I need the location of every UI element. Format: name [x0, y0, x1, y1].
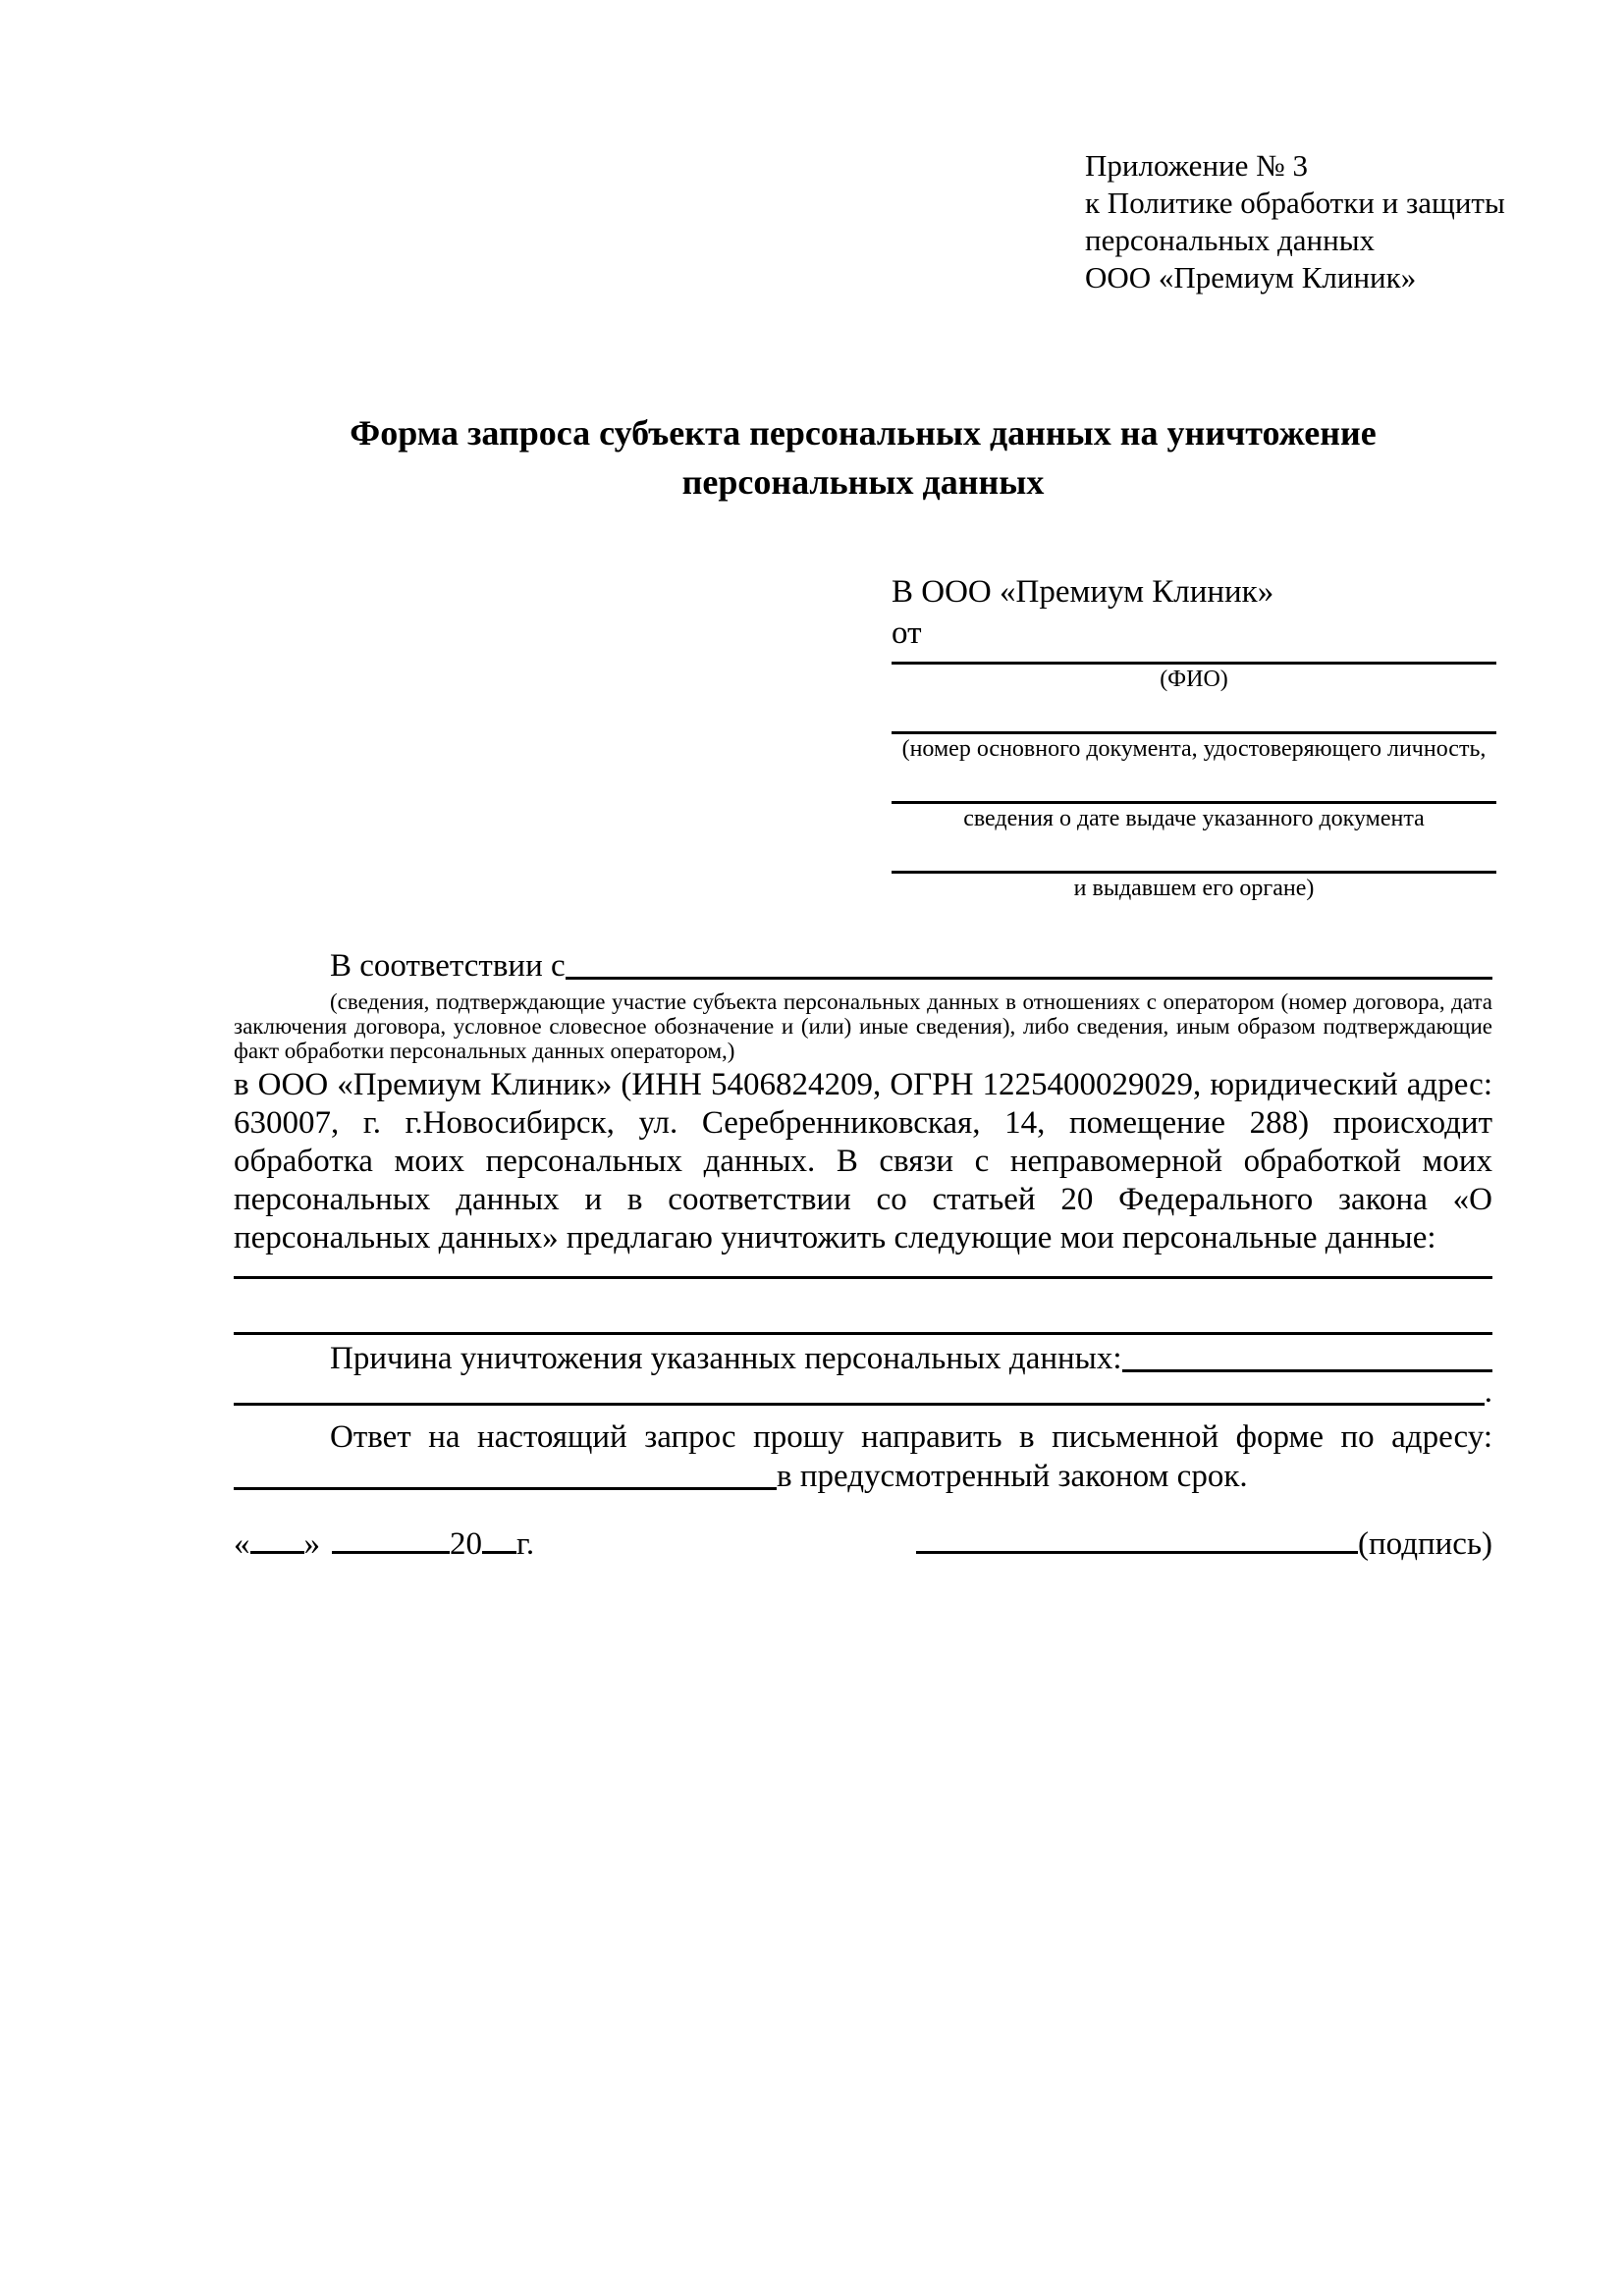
document-number-caption: (номер основного документа, удостоверяющего личность,	[901, 736, 1487, 762]
fio-caption: (ФИО)	[1160, 667, 1228, 692]
document-title-line: персональных данных	[681, 462, 1045, 502]
footer-row	[234, 1522, 1492, 1565]
day-blank-line	[250, 1522, 304, 1554]
year-blank-line	[482, 1522, 516, 1554]
trailing-period: .	[1484, 1374, 1492, 1410]
open-quote: «	[234, 1526, 250, 1562]
addressee-organization: В ООО «Премиум Клиник»	[892, 574, 1274, 610]
addressee-from-label: от	[892, 615, 922, 651]
signature-group	[916, 1522, 1492, 1565]
issue-date-caption: сведения о дате выдаче указанного документа	[963, 806, 1425, 831]
appendix-line: Приложение № 3	[1085, 148, 1308, 183]
accordance-blank-line	[566, 977, 1492, 980]
response-tail-text: в предусмотренный законом срок.	[777, 1459, 1248, 1494]
body-paragraph: в ООО «Премиум Клиник» (ИНН 5406824209, ОГРН 1225400029029, юридический адрес: 630007, г. г.Новосибирск, ул. Серебренниковская, 14, помещение 288) происходит обработка моих персональных данных. В связи с неправомерной обработкой моих персональных данных и в соответствии со статьей 20 Федерального закона «О персональных данных» предлагаю уничтожить следующие мои персональные данные:	[234, 1067, 1492, 1255]
reason-continuation-row	[234, 1372, 1492, 1412]
issue-date-blank-line	[892, 764, 1496, 804]
month-blank-line	[332, 1522, 450, 1554]
reason-label: Причина уничтожения указанных персональных данных:	[330, 1341, 1122, 1376]
response-lead-text: Ответ на настоящий запрос прошу направить в письменной форме по адресу:	[330, 1419, 1492, 1455]
issuing-authority-caption: и выдавшем его органе)	[1073, 876, 1315, 901]
issuing-authority-blank-line	[892, 833, 1496, 874]
personal-data-blank-line-2	[234, 1332, 1492, 1335]
address-blank-line	[234, 1487, 777, 1490]
document-title-line: Форма запроса субъекта персональных данных на уничтожение	[350, 413, 1377, 453]
accordance-paragraph	[234, 946, 1492, 1063]
signature-caption: (подпись)	[1358, 1526, 1492, 1562]
personal-data-blank-line-1	[234, 1276, 1492, 1279]
year-suffix: г.	[516, 1526, 535, 1562]
accordance-lead-text: В соответствии с	[330, 948, 566, 984]
date-group	[234, 1522, 534, 1565]
document-title	[234, 408, 1492, 507]
document-number-blank-line	[892, 694, 1496, 734]
signature-blank-line	[916, 1522, 1358, 1554]
close-quote: »	[303, 1526, 320, 1562]
accordance-footnote: (сведения, подтверждающие участие субъекта персональных данных в отношениях с оператором (номер договора, дата заключения договора, условное словесное обозначение и (или) иные сведения), либо сведения, иным образом подтверждающие факт обработки персональных данных оператором,)	[234, 989, 1492, 1063]
appendix-block	[1085, 147, 1507, 296]
fio-blank-line	[892, 654, 1496, 665]
addressee-block	[892, 571, 1496, 903]
appendix-line: к Политике обработки и защиты	[1085, 186, 1505, 220]
year-prefix: 20	[450, 1526, 482, 1562]
appendix-line: ООО «Премиум Клиник»	[1085, 260, 1417, 294]
response-paragraph	[234, 1417, 1492, 1496]
appendix-line: персональных данных	[1085, 223, 1376, 257]
reason-blank-line-2	[234, 1403, 1485, 1406]
